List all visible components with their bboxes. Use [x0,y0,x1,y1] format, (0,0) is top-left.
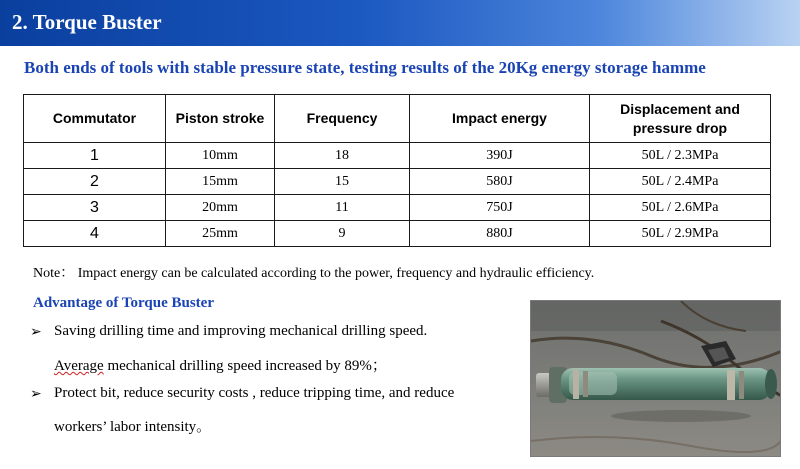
cell-impact-energy: 580J [410,169,590,195]
cell-frequency: 15 [275,169,410,195]
advantages-heading: Advantage of Torque Buster [33,295,214,311]
page-title: 2. Torque Buster [12,10,162,34]
title-bar [0,0,800,46]
table-row [24,169,771,195]
advantage-item-1-line-1: Saving drilling time and improving mechanical drilling speed. [54,323,428,339]
cell-frequency: 11 [275,195,410,221]
advantage-item-1-line-2 [54,354,387,375]
cell-commutator: 1 [24,143,166,169]
spellcheck-word: Average [54,358,104,374]
cell-displacement-pressure: 50L / 2.9MPa [590,221,771,247]
cell-piston-stroke: 15mm [166,169,275,195]
note-text: Note： Impact energy can be calculated according to the power, frequency and hydraulic efficiency. [33,266,595,281]
cell-impact-energy: 750J [410,195,590,221]
advantage-item-2-line-2: workers’ labor intensity。 [54,419,212,435]
table-row [24,195,771,221]
cell-piston-stroke: 10mm [166,143,275,169]
table-row [24,143,771,169]
arrow-bullet-icon: ➢ [30,324,42,340]
cell-commutator: 3 [24,195,166,221]
cell-piston-stroke: 25mm [166,221,275,247]
arrow-bullet-icon: ➢ [30,386,42,402]
header-frequency: Frequency [275,95,410,143]
cell-impact-energy: 390J [410,143,590,169]
header-displacement-pressure: Displacement and pressure drop [590,95,771,143]
cell-commutator: 2 [24,169,166,195]
table-header-row [24,95,771,143]
cell-displacement-pressure: 50L / 2.3MPa [590,143,771,169]
advantage-item-1-line-2-rest: mechanical drilling speed increased by 89%； [103,358,387,374]
advantage-item-2-line-1: Protect bit, reduce security costs , reduce tripping time, and reduce [54,385,455,401]
subtitle: Both ends of tools with stable pressure state, testing results of the 20Kg energy storage hamme [24,58,706,77]
green-cylindrical-tool-photo [531,301,781,457]
header-piston-stroke: Piston stroke [166,95,275,143]
torque-buster-photo [530,300,781,457]
header-commutator: Commutator [24,95,166,143]
cell-impact-energy: 880J [410,221,590,247]
table-row [24,221,771,247]
header-impact-energy: Impact energy [410,95,590,143]
cell-frequency: 18 [275,143,410,169]
cell-displacement-pressure: 50L / 2.6MPa [590,195,771,221]
cell-commutator: 4 [24,221,166,247]
cell-piston-stroke: 20mm [166,195,275,221]
cell-frequency: 9 [275,221,410,247]
results-table [23,94,771,247]
cell-displacement-pressure: 50L / 2.4MPa [590,169,771,195]
